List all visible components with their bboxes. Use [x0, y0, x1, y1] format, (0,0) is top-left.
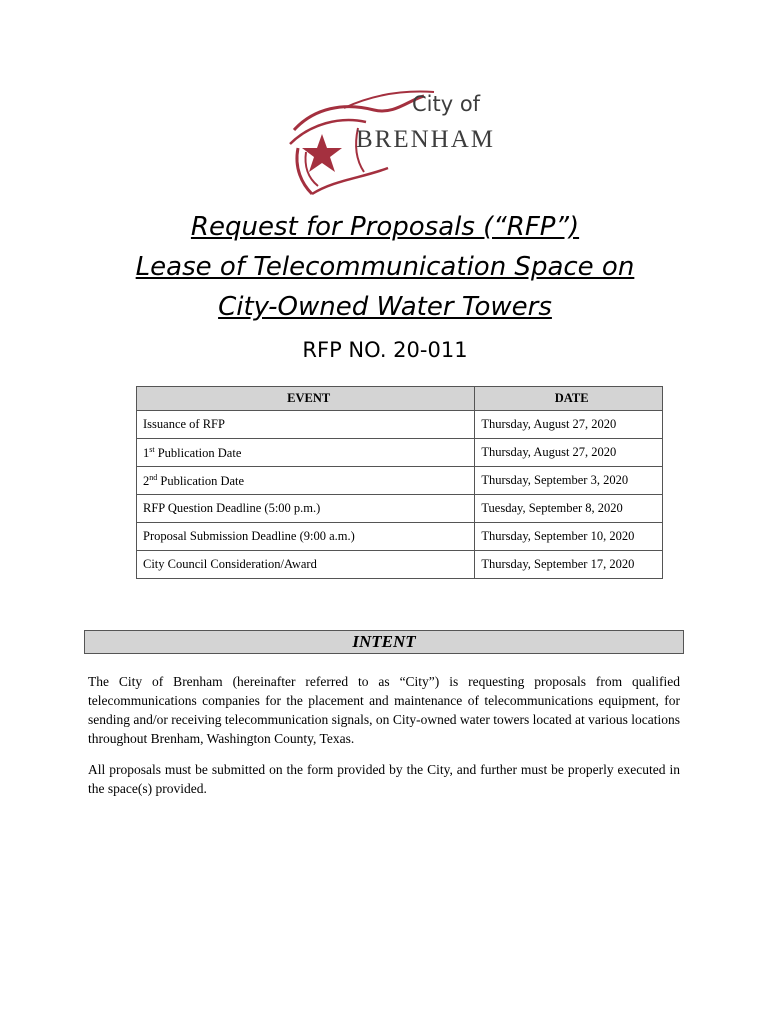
- document-title: [0, 207, 770, 327]
- date-cell: Tuesday, September 8, 2020: [475, 495, 663, 523]
- event-cell: [137, 467, 475, 495]
- table-row: [137, 467, 663, 495]
- ordinal-suffix: nd: [149, 473, 158, 482]
- ordinal-suffix: st: [149, 445, 155, 454]
- table-row: [137, 495, 663, 523]
- title-line-2: Lease of Telecommunication Space on: [135, 252, 635, 282]
- date-header: DATE: [475, 387, 663, 411]
- rfp-number: RFP NO. 20-011: [302, 338, 468, 362]
- title-line-3: City-Owned Water Towers: [218, 292, 552, 322]
- ordinal-number: 1: [143, 446, 150, 461]
- event-cell: RFP Question Deadline (5:00 p.m.): [137, 495, 475, 523]
- title-line-1: Request for Proposals (“RFP”): [190, 212, 580, 242]
- date-cell: Thursday, September 17, 2020: [475, 551, 663, 579]
- date-cell: Thursday, August 27, 2020: [475, 439, 663, 467]
- date-cell: Thursday, September 10, 2020: [475, 523, 663, 551]
- ordinal-number: 2: [143, 474, 150, 489]
- date-cell: Thursday, September 3, 2020: [475, 467, 663, 495]
- intent-heading: INTENT: [84, 630, 684, 654]
- intent-body: [88, 672, 680, 810]
- event-label: Publication Date: [157, 446, 242, 461]
- event-header: EVENT: [137, 387, 475, 411]
- intent-paragraph-1: The City of Brenham (hereinafter referred to as “City”) is requesting proposals from qualified telecommunications companies for the placement and maintenance of telecommunications equipment, for sending and/or receiving telecommunication signals, on City-owned water towers located at various locations throughout Brenham, Washington County, Texas.: [88, 674, 680, 746]
- event-cell: [137, 439, 475, 467]
- event-label: Publication Date: [160, 474, 245, 489]
- city-logo: [284, 88, 496, 200]
- logo-city-text: City of: [412, 92, 481, 116]
- table-header-row: [137, 387, 663, 411]
- table-row: [137, 523, 663, 551]
- event-cell: Issuance of RFP: [137, 411, 475, 439]
- intent-paragraph-2: All proposals must be submitted on the form provided by the City, and further must be properly executed in the space(s) provided.: [88, 762, 680, 796]
- table-row: [137, 411, 663, 439]
- date-cell: Thursday, August 27, 2020: [475, 411, 663, 439]
- event-cell: City Council Consideration/Award: [137, 551, 475, 579]
- table-row: [137, 551, 663, 579]
- table-row: [137, 439, 663, 467]
- schedule-table: [136, 386, 663, 579]
- logo-brenham-text: BRENHAM: [356, 126, 496, 153]
- event-cell: Proposal Submission Deadline (9:00 a.m.): [137, 523, 475, 551]
